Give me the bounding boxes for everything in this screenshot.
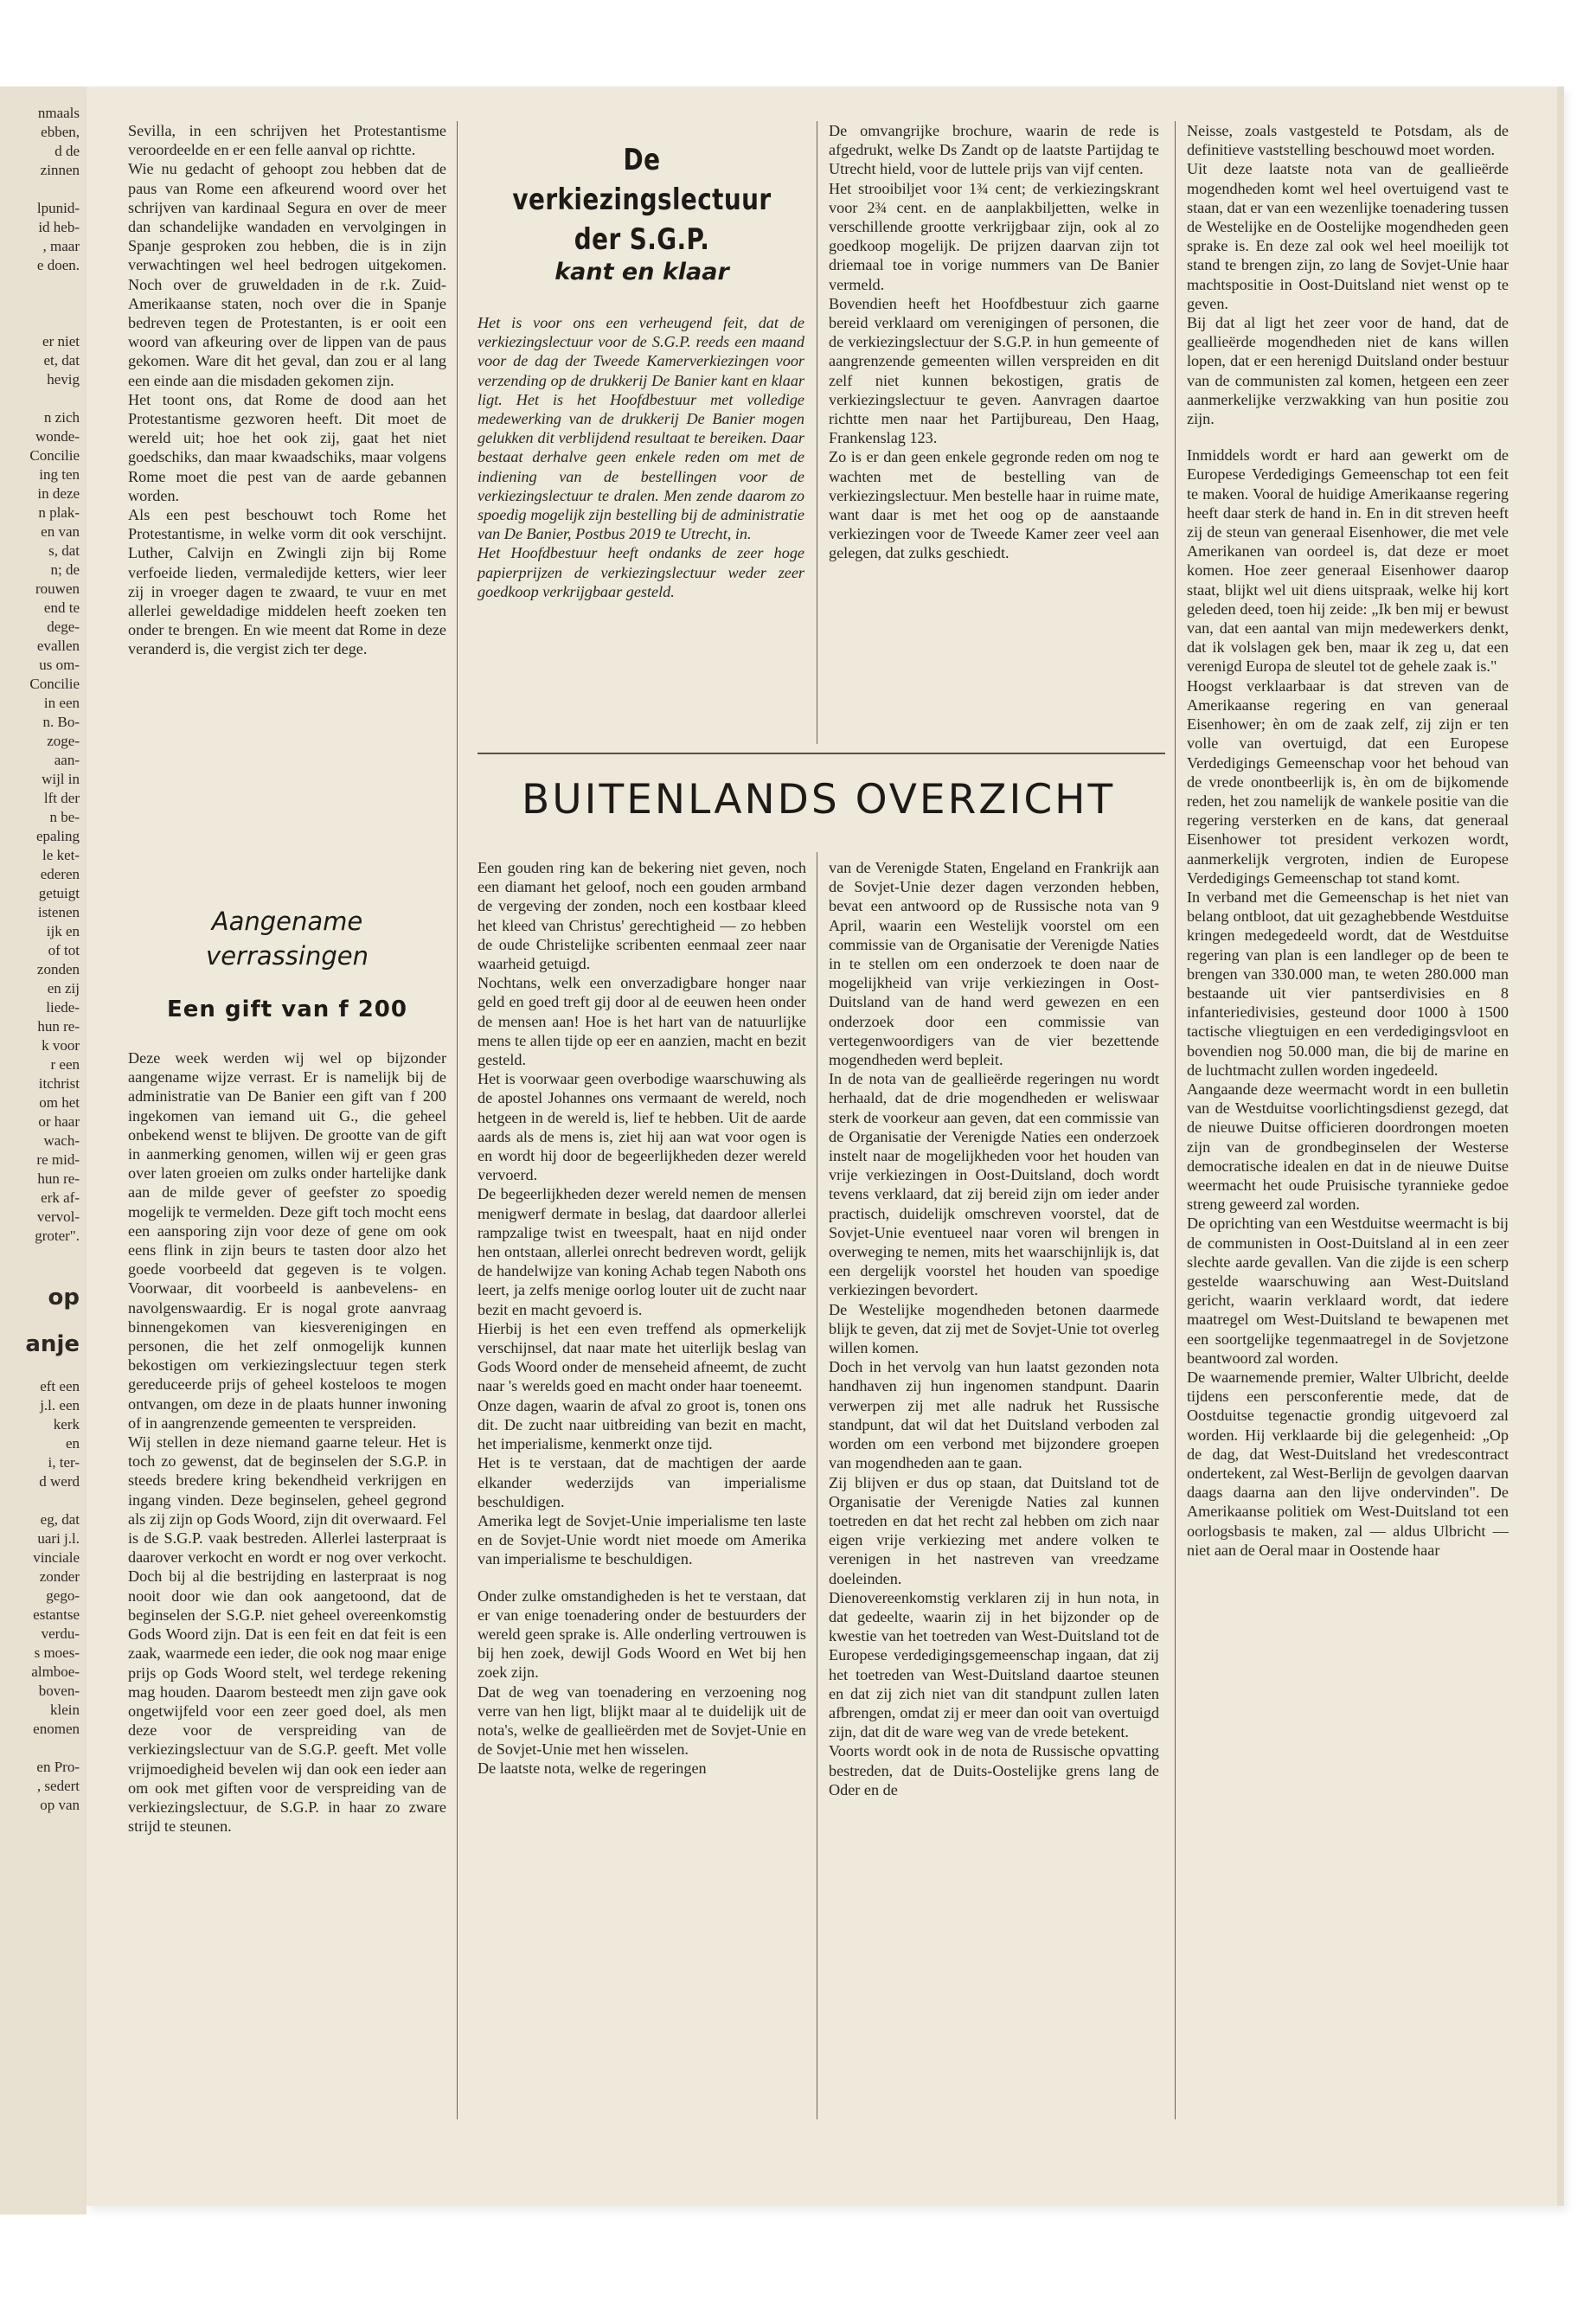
strip-line: op van: [40, 1797, 80, 1813]
paragraph: Dienovereenkomstig verklaren zij in hun nota, in dat gedeelte, waarin zij in het bijzonder op de kwestie van het toetreden van West-Duitsland tot de Europese verdedigingsgemeenschap ingaan, dat zij het toetreden van West-Duitsland daartoe steunen en dat zij zich niet van dit standpunt zullen laten afbrengen, omdat zij er meer dan ooit van overtuigd zijn, dat dit de ware weg van de vrede betekent.: [829, 1588, 1159, 1741]
paragraph: Deze week werden wij wel op bijzonder aangename wijze verrast. Er is namelijk bij de administratie van De Banier een gift van f 200 ingekomen van iemand uit G., die geheel onbekend wenst te blijven. De grootte van de gift in aanmerking genomen, willen wij er geen gras over laten groeien om zulks onder hartelijke dank aan de milde gever of geefster zo spoedig mogelijk te vermelden. Deze gift toch mocht eens een aansporing zijn voor deze of gene om ook eens flink in zijn beurs te tasten door alzo het goede voorbeeld dat gegeven is te volgen. Voorwaar, dit voorbeeld is aanbevelens- en navolgenswaardig. Er is nogal grote aanvraag binnengekomen van kiesverenigingen en personen, die het zelf onmogelijk kunnen bekostigen om verkiezingslectuur tegen sterk gereduceerde prijs of geheel kosteloos te mogen ontvangen, om deze in de plaats hunner inwoning of in aangrenzende gemeenten te verspreiden.: [128, 1049, 446, 1432]
paragraph: Onze dagen, waarin de afval zo groot is, tonen ons dit. De zucht naar uitbreiding van bezit en macht, het imperialisme, kenmerkt onze tijd.: [478, 1396, 806, 1453]
headline-aangename-verrassingen: Aangename verrassingen: [206, 907, 369, 971]
strip-line: [0, 1358, 80, 1377]
strip-line: j.l. een: [40, 1397, 80, 1413]
paragraph-gap: [478, 1569, 806, 1586]
strip-line: istenen: [37, 904, 80, 920]
paragraph: Het is voor ons een verheugend feit, dat de verkiezingslectuur voor de S.G.P. reeds een maand voor de dag der Tweede Kamerverkiezingen voor verzending op de drukkerij De Banier kant en klaar ligt. Het is het Hoofdbestuur met volledige medewerking van de drukkerij De Banier mogen gelukken dit verblijdend resultaat te bereiken. Daar bestaat derhalve geen enkele reden om met de indiening van de bestellingen voor de verkiezingslectuur te dralen. Men zende daarom zo spoedig mogelijk zijn bestelling bij de administratie van De Banier, Postbus 2019 te Utrecht, in.: [478, 314, 804, 543]
paragraph: Dat de weg van toenadering en verzoening nog verre van hen ligt, blijkt maar al te duidelijk uit de nota's, welke de geallieërden met de Sovjet-Unie en de Sovjet-Unie met hen wisselen.: [478, 1682, 806, 1759]
strip-line: erk af-: [41, 1189, 80, 1206]
strip-line: us om-: [39, 657, 80, 673]
paragraph: Inmiddels wordt er hard aan gewerkt om de Europese Verdedigings Gemeenschap tot een feit te maken. Vooral de huidige Amerikaanse regering heeft daar sterk de hand in. En in dit streven heeft zij de steun van generaal Eisenhower, die met vele Amerikanen van oordeel is, dat deze er moet komen. Hoe zeer generaal Eisenhower daarop staat, blijkt wel uit diens uitspraak, welke hij kort geleden deed, toen hij zeide: „Ik ben mij er bewust van, dat een aantal van mijn medewerkers denkt, dat ik volslagen gek ben, maar ik zeg u, dat een verenigd Europa de sleutel tot de gehele zaak is.": [1187, 446, 1509, 676]
strip-line: en Pro-: [36, 1759, 80, 1775]
strip-line: , maar: [42, 238, 80, 254]
strip-line: op: [48, 1285, 80, 1311]
strip-line: [0, 1739, 80, 1758]
paragraph: De Westelijke mogendheden betonen daarmede blijk te geven, dat zij met de Sovjet-Unie tot overleg willen komen.: [829, 1300, 1159, 1357]
subheadline-kant-en-klaar: kant en klaar: [554, 259, 729, 285]
strip-line: klein: [50, 1702, 80, 1718]
strip-line: liede-: [46, 999, 80, 1016]
strip-line: aan-: [54, 752, 80, 768]
paragraph: Sevilla, in een schrijven het Protestantisme veroordeelde en er een felle aanval op richtte.: [128, 122, 446, 159]
paragraph: Het is te verstaan, dat de machtigen der aarde elkander wederzijds van imperialisme beschuldigen.: [478, 1454, 806, 1510]
strip-line: ijk en: [46, 923, 80, 939]
strip-line: hun re-: [37, 1018, 80, 1035]
paragraph: Voorts wordt ook in de nota de Russische opvatting bestreden, dat de Duits-Oostelijke grens lang de Oder en de: [829, 1742, 1159, 1798]
strip-line: Concilie: [29, 676, 80, 692]
paragraph: De laatste nota, welke de regeringen: [478, 1759, 707, 1778]
paragraph: Nochtans, welk een onverzadigbare honger naar geld en goed treft gij door al de eeuwen heen onder de mensen aan! Hoe is het hart van de natuurlijke mens te allen tijde op eer en aanzien, macht en bezit gesteld.: [478, 974, 806, 1069]
strip-line: n. Bo-: [42, 714, 80, 730]
strip-line: of tot: [48, 942, 80, 958]
strip-line: dege-: [47, 619, 80, 635]
strip-line: end te: [43, 599, 80, 616]
strip-line: in deze: [37, 485, 80, 502]
paragraph: Bij dat al ligt het zeer voor de hand, dat de geallieërde mogendheden niet de kans willen lopen, dat er een herenigd Duitsland onder bestuur van de communisten zal komen, hetgeen een zeer aanmerkelijke verzwakking van hun positie zou zijn.: [1187, 314, 1509, 428]
strip-line: estantse: [33, 1606, 80, 1623]
strip-line: lpunid-: [36, 200, 80, 216]
paragraph: Het toont ons, dat Rome de dood aan het Protestantisme gezworen heeft. Dit moet de wereld uit; hoe het ook zij, gaat het niet goedschiks, dan maar kwaadschiks, maar volgens Rome moet die pest van de aarde gebannen worden.: [128, 390, 446, 504]
paragraph: Als een pest beschouwt toch Rome het Protestantisme, in welke vorm dit ook verschijnt. Luther, Calvijn en Zwingli zijn bij Rome verfoeide lieden, vermaledijde ketters, wier leer zij in vroeger dagen te zwaard, te vuur en met allerlei geweldadige middelen heeft zoeken ten onder te brengen. En wie meent dat Rome in deze veranderd is, die vergist zich ter dege.: [128, 506, 446, 658]
paragraph: Hoogst verklaarbaar is dat streven van de Amerikaanse regering en van generaal Eisenhower; èn om de zaak zelf, zij zijn er ten volle van overtuigd, dat een Europese Verdedigings Gemeenschap voor het behoud van de vrede onontbeerlijk is, èn om de bijkomende reden, het zou namelijk de wankele positie van die regering versterken en de kans, dat generaal Eisenhower tot president verkozen wordt, aanmerkelijk vergroten, indien de Europese Verdedigings Gemeenschap tot stand komt.: [1187, 676, 1509, 887]
strip-line: [0, 1311, 80, 1330]
article-rome-continued: [128, 121, 446, 659]
paragraph: Het strooibiljet voor 1¾ cent; de verkiezingskrant voor 2¾ cent. en de aanplakbiljetten, welke in verschillende grootte verkrijgbaar zijn, ook al zo goedkoop mogelijk. De prijzen daarvan zijn tot driemaal toe in vorige nummers van De Banier vermeld.: [829, 179, 1159, 293]
strip-line: d de: [54, 143, 80, 159]
strip-line: evallen: [36, 638, 80, 654]
strip-line: s moes-: [34, 1644, 80, 1661]
strip-line: zonder: [39, 1568, 80, 1585]
strip-line: boven-: [38, 1682, 80, 1699]
strip-line: e doen.: [36, 257, 80, 273]
paragraph-gap: [1187, 428, 1509, 445]
article-gift: [128, 1048, 446, 1836]
strip-line: [0, 1265, 80, 1284]
strip-line: en zij: [47, 980, 80, 997]
strip-line: re mid-: [36, 1151, 80, 1168]
strip-line: ederen: [40, 866, 80, 882]
facing-page-text: [0, 104, 80, 1815]
strip-line: getuigt: [38, 885, 80, 901]
paragraph: Zo is er dan geen enkele gegronde reden om nog te wachten met de bestelling van de verkiezingslectuur. Men bestelle haar in ruime mate, want daar is met het oog op de aanstaande verkiezingen voor de Tweede Kamer zeer veel aan gelegen, dat zulks geschiedt.: [829, 448, 1159, 562]
strip-line: le ket-: [42, 847, 80, 863]
paragraph: van de Verenigde Staten, Engeland en Frankrijk aan de Sovjet-Unie dezer dagen verzonden hebben, bevat een antwoord op de Russische nota van 9 April, waarin een Westelijk voorstel om een commissie van de Organisatie der Verenigde Naties in te stellen om een onderzoek te doen naar de mogelijkheid van vrije verkiezingen in Oost-Duitsland van de hand werd gewezen en een onderzoek door een commissie van vertegenwoordigers van de vier bezettende mogendheden werd bepleit.: [829, 859, 1159, 1069]
strip-line: k voor: [42, 1037, 80, 1054]
strip-line: en van: [41, 523, 80, 540]
strip-line: er niet: [42, 333, 80, 349]
paragraph: Het Hoofdbestuur heeft ondanks de zeer hoge papierprijzen de verkiezingslectuur weder zeer goedkoop verkrijgbaar gesteld.: [478, 544, 804, 600]
strip-line: epaling: [35, 828, 80, 844]
strip-line: or haar: [38, 1113, 80, 1130]
paragraph: Een gouden ring kan de bekering niet geven, noch een diamant het geloof, noch een gouden armband de vergeving der zonden, noch een kostbaar kleed het kleed van Christus' gerechtigheid — zo hebben de oude Christelijke scribenten eenmaal zeer naar waarheid getuigd.: [478, 859, 806, 973]
strip-line: [0, 180, 80, 199]
strip-line: lft der: [43, 790, 80, 806]
strip-line: wach-: [43, 1132, 80, 1149]
strip-line: , sedert: [36, 1778, 80, 1794]
paragraph: De oprichting van een Westduitse weermacht is bij de communisten in Oost-Duitsland al in een zeer slechte aarde gevallen. Van die zijde is een scherp gestelde waarschuwing aan West-Duitsland gericht, waarin verklaard wordt, dat iedere maatregel om West-Duitsland te bewapenen met een soortgelijke tegenmaatregel in de Sovjetzone beantwoord zal worden.: [1187, 1215, 1509, 1367]
strip-line: [0, 389, 80, 408]
strip-line: n plak-: [38, 504, 80, 521]
strip-line: verdu-: [41, 1625, 80, 1642]
headline-verkiezingslectuur: De verkiezingslectuur der S.G.P.: [512, 143, 772, 257]
strip-line: wonde-: [35, 428, 80, 445]
strip-line: in een: [43, 695, 80, 711]
paragraph: De omvangrijke brochure, waarin de rede is afgedrukt, welke Ds Zandt op de laatste Partijdag te Utrecht hield, voor de luttele prijs van vijf centen.: [829, 122, 1159, 178]
strip-line: n be-: [49, 809, 80, 825]
strip-line: i, ter-: [48, 1454, 80, 1471]
article-buitenlands-part2: [829, 858, 1159, 1799]
paragraph: Zij blijven er dus op staan, dat Duitsland tot de Organisatie der Verenigde Naties zal kunnen toetreden en dat het recht zal hebben om zich naar eigen vrije verkiezing met andere volken te verenigen in het nastreven van vreedzame doeleinden.: [829, 1473, 1159, 1587]
strip-line: nmaals: [37, 105, 80, 121]
strip-line: itchrist: [38, 1075, 80, 1092]
strip-line: hevig: [47, 371, 80, 388]
paragraph: In verband met die Gemeenschap is het niet van belang ontbloot, dat uit gezaghebbende Westduitse kringen medegedeeld wordt, dat de Westduitse regering van plan is een landleger op de been te brengen van 330.000 man, te weten 280.000 man bestaande uit vier pantserdivisies en 8 infanteriedivisies, gesteund door 1000 à 1500 tactische vliegtuigen en een verdedigingsvloot en bovendien nog 50.000 man, die bij de marine en de luchtmacht zullen worden ingedeeld.: [1187, 888, 1509, 1079]
section-rule: [478, 753, 1165, 754]
strip-line: gego-: [46, 1587, 80, 1604]
paragraph: Wie nu gedacht of gehoopt zou hebben dat de paus van Rome een afkeurend woord over het schrijven van kardinaal Segura en over de meer dan schandelijke wandaden en vervolgingen in Spanje gesproken zou hebben, die is in zijn verwachtingen wel heel bedrogen uitgekomen. Noch over de gruweldaden in de r.k. Zuid-Amerikaanse staten, noch over die in Spanje bedreven tegen de Protestanten, is er ooit een woord van afkeuring over de lippen van de paus gekomen. Ware dit het geval, dan zou er al lang een einde aan die misdaden gekomen zijn.: [128, 160, 446, 389]
strip-line: eft een: [40, 1378, 80, 1394]
paragraph: De begeerlijkheden dezer wereld nemen de mensen menigwerf dermate in beslag, dat daardoor allerlei rampzalige twist en tweespalt, haat en nijd onder hen ontstaan, allerlei onrecht bedreven wordt, gelijk de handelwijze van koning Achab tegen Naboth ons leert, ja zelfs menige oorlog louter uit de zucht naar bezit en macht gevoerd is.: [478, 1185, 806, 1318]
paragraph: In de nota van de geallieërde regeringen nu wordt herhaald, dat de drie mogendheden er weliswaar sterk de voorkeur aan geven, dat een commissie van de Organisatie der Verenigde Naties een onderzoek instelt naar de mogelijkheden voor het houden van vrije verkiezingen in Oost-Duitsland, doch wordt tevens verklaard, dat zij bereid zijn om ieder ander practisch, duidelijk omschreven voorstel, dat de Sovjet-Unie eventueel naar voren wil brengen in overweging te nemen, mits het waarschijnlijk is, dat een dergelijk voorstel het houden van spoedige verkiezingen bevordert.: [829, 1070, 1159, 1299]
strip-line: [0, 294, 80, 313]
paragraph: Bovendien heeft het Hoofdbestuur zich gaarne bereid verklaard om verenigingen of personen, die de verkiezingslectuur der S.G.P. in hun gemeente of aangrenzende gemeenten willen verspreiden en dit zelf niet kunnen bekostigen, gratis de verkiezingslectuur te geven. Aanvragen daartoe richtte men naar het Partijbureau, Den Haag, Frankenslag 123.: [829, 294, 1159, 447]
strip-line: ing ten: [39, 466, 80, 483]
article-sgp-lectuur: [478, 313, 804, 601]
strip-line: s, dat: [48, 542, 80, 559]
strip-line: wijl in: [42, 771, 80, 787]
paragraph: Aangaande deze weermacht wordt in een bulletin van de Westduitse voorlichtingsdienst gezegd, dat de nieuwe Duitse officieren doordrongen moeten zijn van de grondbeginselen der Westerse democratische idealen en dat in de nieuwe Duitse weermacht het oude Pruisische tyrannieke gedoe streng geweerd zal worden.: [1187, 1080, 1509, 1214]
paragraph: Hierbij is het een even treffend als opmerkelijk verschijnsel, dat naar mate het uiterlijk beslag van Gods Woord onder de menseheid afneemt, de zucht naar 's werelds goed en macht onder haar toeneemt.: [478, 1319, 806, 1395]
paragraph: Neisse, zoals vastgesteld te Potsdam, als de definitieve vaststelling beschouwd moet worden.: [1187, 122, 1509, 159]
strip-line: en: [65, 1435, 80, 1452]
subheadline-gift: Een gift van f 200: [167, 997, 407, 1022]
strip-line: rouwen: [35, 580, 80, 597]
article-sgp-lectuur-continued: [829, 121, 1159, 563]
paragraph: Wij stellen in deze niemand gaarne teleur. Het is toch zo gewenst, dat de beginselen der S.G.P. in steeds bredere kring bekendheid verkrijgen en ingang vinden. Deze beginselen, geheel gegrond als zij zijn op Gods Woord, zijn dit overwaard. Fel is de S.G.P. vaak bestreden. Allerlei lasterpraat is daarover verkocht en wordt er nog over verkocht. Doch bij al die bestrijding en lasterpraat is nog nooit door wie dan ook aangetoond, dat de beginselen der S.G.P. niet geheel overeenkomstig Gods Woord zijn. Dat is een feit en dat feit is een zaak, waarmede een ieder, die ook nog maar enige prijs op Gods Woord stelt, wel terdege rekening mag houden. Daarom besteedt men zijn gave ook ongetwijfeld voor een zeer goed doel, als men deze voor de verspreiding van de verkiezingslectuur van de S.G.P. geeft. Met volle vrijmoedigheid bevelen wij dan ook een ieder aan om ook met giften voor de verspreiding van de verkiezingslectuur, de S.G.P. in haar zo zware strijd te steunen.: [128, 1433, 446, 1836]
strip-line: [0, 313, 80, 332]
strip-line: hun re-: [37, 1170, 80, 1187]
strip-line: om het: [39, 1094, 80, 1111]
banner-buitenlands-overzicht: BUITENLANDS OVERZICHT: [522, 776, 1116, 824]
paragraph: Uit deze laatste nota van de geallieërde mogendheden komt wel heel overtuigend vast te staan, dat er van een wezenlijke toenadering tussen de Westelijke en de Oostelijke mogendheden geen sprake is. En deze zal ook wel heel moeilijk tot stand te brengen zijn, zo lang de Sovjet-Unie haar machtspositie in Oost-Duitsland niet wenst op te geven.: [1187, 160, 1509, 312]
strip-line: enomen: [33, 1721, 80, 1737]
paragraph: Het is voorwaar geen overbodige waarschuwing als de apostel Johannes ons vermaant de wereld, noch hetgeen in de wereld is, lief te hebben. Uit de aarde aards als de mens is, ziet hij aan wat voor ogen is en wordt hij door de begeerlijkheden dezer wereld vervoerd.: [478, 1070, 806, 1184]
strip-line: almboe-: [31, 1663, 80, 1680]
strip-line: d werd: [39, 1473, 80, 1490]
strip-line: n zich: [43, 409, 80, 426]
column-divider: [457, 121, 458, 2119]
paragraph: Amerika legt de Sovjet-Unie imperialisme ten laste en de Sovjet-Unie wordt niet moede om Amerika van imperialisme te beschuldigen.: [478, 1511, 806, 1568]
strip-line: ebben,: [41, 124, 80, 140]
strip-line: vervol-: [36, 1208, 80, 1225]
paragraph: Doch in het vervolg van hun laatst gezonden nota handhaven zij hun ingenomen standpunt. Daarin verwerpen zij met alle nadruk het Russische standpunt, dat wil dat het Duitsland verboden zal worden om een verbond met bijzondere groepen van mogendheden aan te gaan.: [829, 1358, 1159, 1472]
strip-line: kerk: [53, 1416, 80, 1433]
strip-line: [0, 275, 80, 294]
strip-line: zinnen: [40, 162, 80, 178]
strip-line: vinciale: [33, 1549, 80, 1566]
strip-line: [0, 1491, 80, 1510]
article-buitenlands-part3: [1187, 121, 1509, 1560]
paragraph: De waarnemende premier, Walter Ulbricht, deelde tijdens een persconferentie mede, dat de Oostduitse tegenactie grondig uitgevoerd zal worden. Hij verklaarde bij die gelegenheid: „Op de dag, dat West-Duitsland het vredescontract ondertekent, zal West-Berlijn de gevolgen daarvan daags daarna aan den lijve ondervinden". De Amerikaanse politiek om West-Duitsland tot een oorlogsbasis te maken, zal — aldus Ulbricht — niet aan de Oeral maar in Oostende haar: [1187, 1368, 1509, 1559]
strip-line: id heb-: [38, 219, 80, 235]
article-buitenlands-part1: [478, 858, 806, 1779]
strip-line: n; de: [50, 561, 80, 578]
column-divider: [1175, 121, 1176, 2119]
strip-line: r een: [50, 1056, 80, 1073]
strip-line: [0, 1246, 80, 1265]
strip-line: uari j.l.: [37, 1530, 80, 1547]
strip-line: zoge-: [47, 733, 80, 749]
strip-line: groter".: [35, 1227, 80, 1244]
strip-line: eg, dat: [40, 1511, 80, 1528]
strip-line: Concilie: [29, 447, 80, 464]
strip-line: anje: [25, 1331, 80, 1357]
paragraph: Onder zulke omstandigheden is het te verstaan, dat er van enige toenadering onder de bestuurders der wereld geen sprake is. Alle onderling vertrouwen is bij hen zoek, dewijl Gods Woord en Wet bij hen zoek zijn.: [478, 1586, 806, 1682]
strip-line: et, dat: [43, 352, 80, 369]
strip-line: zonden: [36, 961, 80, 977]
